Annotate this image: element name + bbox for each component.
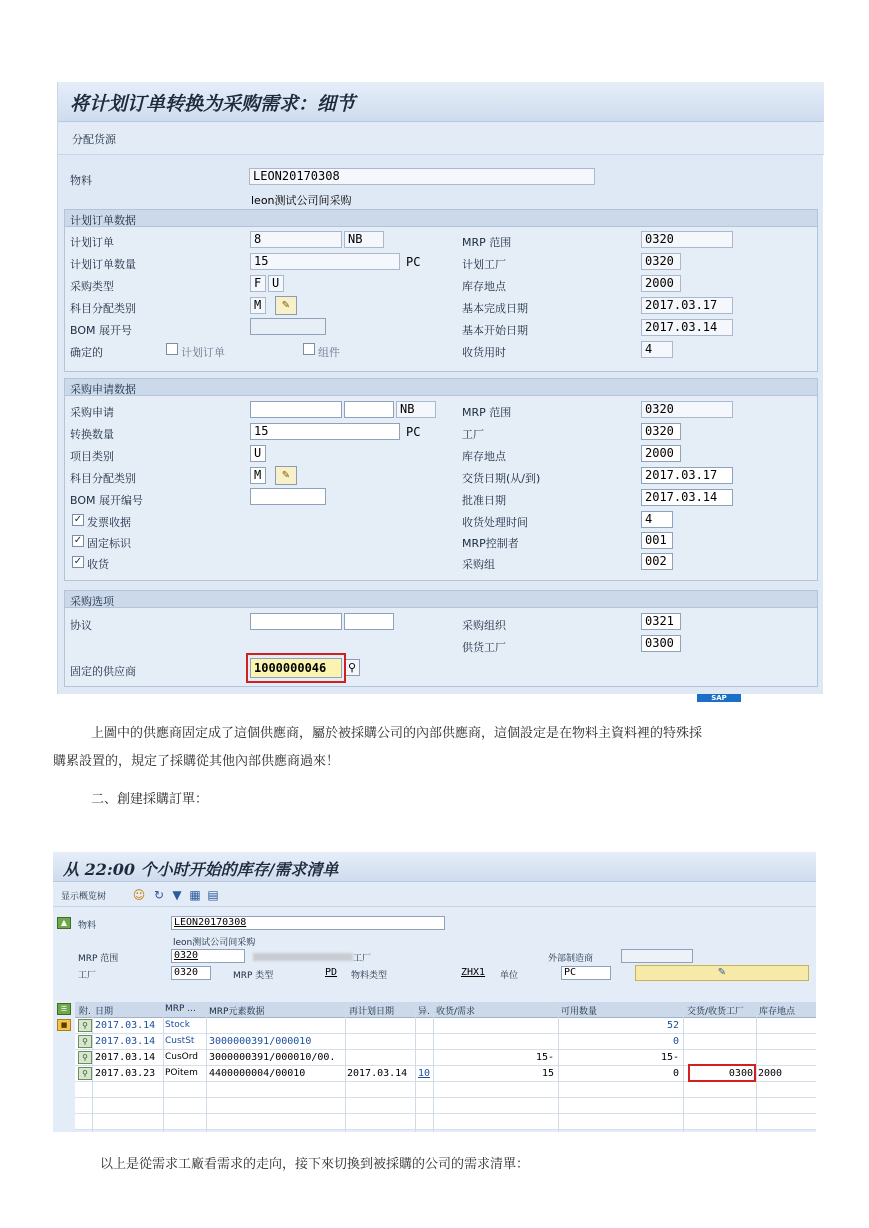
highlight-box: [688, 1064, 756, 1082]
empty-row: [75, 1082, 816, 1098]
column-header: MRP ...: [165, 1004, 196, 1014]
column-header: MRP元素数据: [209, 1007, 265, 1017]
planned-qty-unit: PC: [406, 255, 421, 269]
column-divider: [415, 1002, 416, 1132]
mrp-area-label: MRP 范围: [78, 954, 119, 964]
sap-logo: SAP: [697, 694, 741, 702]
external-manufacturer-field: [621, 949, 693, 963]
column-header: 库存地点: [759, 1007, 796, 1017]
screen-title: 将计划订单转换为采购需求：细节: [70, 93, 356, 115]
fixed-indicator-label: 固定标识: [87, 537, 131, 550]
purchasing-org-field[interactable]: 0321: [641, 613, 681, 630]
mrp-area-field: 0320: [171, 949, 245, 963]
mrp-controller-label: MRP控制者: [462, 537, 519, 550]
paragraph-1-line-2: 購累設置的，規定了採購從其他內部供應商過來！: [53, 754, 340, 769]
detail-icon[interactable]: ⚲: [78, 1019, 92, 1032]
planning-plant-field: 0320: [641, 253, 681, 270]
edit-note-icon[interactable]: ✎: [635, 965, 809, 981]
detail-icon[interactable]: ⚲: [78, 1067, 92, 1080]
cell-mrp-element: CustSt: [165, 1036, 195, 1046]
procurement-type-label: 采购类型: [70, 280, 114, 293]
cell-available-qty: 52: [666, 1020, 679, 1031]
storage-location-field[interactable]: 2000: [641, 445, 681, 462]
purchasing-group-field[interactable]: 002: [641, 553, 673, 570]
mrp-type-label: MRP 类型: [233, 971, 274, 981]
title-bar: [58, 82, 824, 122]
account-assignment-field[interactable]: M: [250, 467, 266, 484]
bom-explosion-label: BOM 展开号: [70, 324, 132, 337]
agreement-label: 协议: [70, 619, 92, 632]
grid-header-row: [75, 1002, 816, 1018]
group-title: 采购申请数据: [70, 383, 136, 396]
group-title: 计划订单数据: [70, 214, 136, 227]
cell-date: 2017.03.23: [95, 1068, 156, 1079]
planned-qty-label: 计划订单数量: [70, 258, 136, 271]
delivery-date-field[interactable]: 2017.03.17: [641, 467, 733, 484]
release-date-field[interactable]: 2017.03.14: [641, 489, 733, 506]
planned-order-label: 计划订单: [70, 236, 114, 249]
mrp-controller-field[interactable]: 001: [641, 532, 673, 549]
cell-available-qty: 0: [672, 1068, 679, 1079]
material-description: leon测试公司间采购: [173, 938, 256, 948]
basic-finish-date-field: 2017.03.17: [641, 297, 733, 314]
column-divider: [345, 1002, 346, 1132]
cell-available-qty: 15-: [660, 1052, 679, 1063]
empty-row: [75, 1114, 816, 1130]
account-assignment-label: 科目分配类别: [70, 472, 136, 485]
gr-processing-time-label: 收货用时: [462, 346, 506, 359]
firmed-label: 确定的: [70, 346, 103, 359]
agreement-field[interactable]: [250, 613, 342, 630]
cell-element-data: 3000000391/000010/00.: [209, 1052, 336, 1063]
screen-title: 从 22:00 个小时开始的库存/需求清单: [63, 860, 339, 879]
column-header: 收货/需求: [436, 1007, 476, 1017]
component-firmed-label: 组件: [318, 346, 340, 359]
mrp-type-value[interactable]: PD: [325, 967, 338, 978]
purchase-requisition-field[interactable]: [250, 401, 342, 418]
conversion-qty-field[interactable]: 15: [250, 423, 400, 440]
component-firmed-checkbox[interactable]: [303, 343, 315, 355]
cell-date: 2017.03.14: [95, 1052, 156, 1063]
unit-label: 单位: [500, 971, 519, 981]
column-divider: [92, 1002, 93, 1132]
paragraph-1-line-1: 上圖中的供應商固定成了這個供應商，屬於被採購公司的內部供應商，這個設定是在物料主資料裡的特殊採: [91, 726, 703, 741]
supplying-plant-label: 供货工厂: [462, 641, 506, 654]
column-header: 交货/收货工厂: [687, 1007, 745, 1017]
column-divider: [163, 1002, 164, 1132]
vendor-search-icon[interactable]: ⚲: [344, 659, 360, 676]
cell-storage-location: 2000: [758, 1068, 783, 1079]
bom-explosion-number-field[interactable]: [250, 488, 326, 505]
account-assignment-details-icon[interactable]: ✎: [275, 466, 297, 485]
purchasing-org-label: 采购组织: [462, 619, 506, 632]
column-divider: [433, 1002, 434, 1132]
account-assignment-field: M: [250, 297, 266, 314]
mrp-area-label: MRP 范围: [462, 236, 512, 249]
planned-order-data-group: [64, 209, 818, 372]
external-manufacturer-label: 外部制造商: [548, 954, 594, 964]
conversion-qty-unit: PC: [406, 425, 421, 439]
planned-order-firmed-label: 计划订单: [181, 346, 225, 359]
item-category-label: 项目类别: [70, 450, 114, 463]
cell-date: 2017.03.14: [95, 1020, 156, 1031]
bom-explosion-number-label: BOM 展开编号: [70, 494, 143, 507]
goods-receipt-checkbox[interactable]: ✓: [73, 556, 83, 567]
storage-location-label: 库存地点: [462, 280, 506, 293]
select-all-icon[interactable]: ☰: [57, 1003, 71, 1015]
stock-requirements-list-screen: [53, 852, 816, 1132]
column-header: 附.: [79, 1007, 91, 1017]
filter-icon[interactable]: ▼: [172, 888, 182, 902]
blurred-plant-name: [253, 953, 353, 961]
account-assignment-details-icon[interactable]: ✎: [275, 296, 297, 315]
basic-start-date-field: 2017.03.14: [641, 319, 733, 336]
column-divider: [206, 1002, 207, 1132]
cell-exception[interactable]: 10: [418, 1068, 431, 1079]
cell-receipt-requirement: 15: [541, 1068, 554, 1079]
assign-source-button[interactable]: 分配货源: [72, 133, 116, 146]
material-field: LEON20170308: [171, 916, 445, 930]
purchase-requisition-data-group: [64, 378, 818, 581]
fixed-vendor-field[interactable]: 1000000046: [250, 658, 342, 678]
group-header: [65, 591, 817, 608]
title-bar: [53, 852, 816, 882]
table-row[interactable]: [75, 1018, 816, 1034]
cell-available-qty: 0: [672, 1036, 679, 1047]
gr-processing-time-label: 收货处理时间: [462, 516, 528, 529]
cell-mrp-element: POitem: [165, 1068, 198, 1078]
mrp-area-suffix: 工厂: [353, 954, 372, 964]
material-label: 物料: [70, 174, 92, 187]
mrp-area-field: 0320: [641, 401, 733, 418]
plant-label: 工厂: [462, 428, 484, 441]
cell-mrp-element: Stock: [165, 1020, 190, 1030]
purchasing-options-group: [64, 590, 818, 687]
column-header: 日期: [95, 1007, 114, 1017]
cell-plant: 0300: [728, 1068, 753, 1079]
column-header: 异.: [418, 1007, 430, 1017]
planned-qty-field: 15: [250, 253, 400, 270]
purchase-requisition-label: 采购申请: [70, 406, 114, 419]
calendar-icon[interactable]: ▤: [207, 888, 219, 902]
group-title: 采购选项: [70, 595, 114, 608]
mrp-area-label: MRP 范围: [462, 406, 512, 419]
cell-element-data: 4400000004/00010: [209, 1068, 306, 1079]
cell-date: 2017.03.14: [95, 1036, 156, 1047]
plant-label: 工厂: [78, 971, 97, 981]
storage-location-label: 库存地点: [462, 450, 506, 463]
material-header-icon[interactable]: ▲: [57, 917, 71, 929]
planned-order-firmed-checkbox[interactable]: [166, 343, 178, 355]
detail-icon[interactable]: ⚲: [78, 1051, 92, 1064]
purchasing-group-label: 采购组: [462, 558, 495, 571]
user-icon[interactable]: ☺: [132, 888, 146, 902]
cell-receipt-requirement: 15-: [535, 1052, 554, 1063]
item-category-field[interactable]: U: [250, 445, 266, 462]
refresh-icon[interactable]: ↻: [153, 888, 165, 902]
material-label: 物料: [78, 921, 97, 931]
conversion-qty-label: 转换数量: [70, 428, 114, 441]
empty-row: [75, 1098, 816, 1114]
invoice-receipt-label: 发票收据: [87, 516, 131, 529]
gr-processing-time-field: 4: [641, 341, 673, 358]
invoice-receipt-checkbox[interactable]: ✓: [73, 514, 83, 525]
application-toolbar: [53, 883, 816, 907]
bom-explosion-field: [250, 318, 326, 335]
material-type-label: 物料类型: [351, 971, 388, 981]
cell-element-data: 3000000391/000010: [209, 1036, 312, 1047]
basic-start-date-label: 基本开始日期: [462, 324, 528, 337]
column-divider: [756, 1002, 757, 1132]
material-description: leon测试公司间采购: [251, 194, 352, 207]
column-divider: [558, 1002, 559, 1132]
group-header: [65, 379, 817, 396]
detail-icon[interactable]: ⚲: [78, 1035, 92, 1048]
group-header: [65, 210, 817, 227]
planned-order-type-field: NB: [344, 231, 384, 248]
procurement-type-f-field: F: [250, 275, 266, 292]
delivery-date-label: 交货日期(从/到): [462, 472, 541, 485]
gr-processing-time-field[interactable]: 4: [641, 511, 673, 528]
show-overview-tree-button[interactable]: 显示概览树: [61, 892, 107, 902]
release-date-label: 批准日期: [462, 494, 506, 507]
column-header: 可用数量: [561, 1007, 598, 1017]
cell-reschedule-date: 2017.03.14: [347, 1068, 408, 1079]
storage-location-field: 2000: [641, 275, 681, 292]
folder-icon[interactable]: ■: [57, 1019, 71, 1031]
basic-finish-date-label: 基本完成日期: [462, 302, 528, 315]
plant-field[interactable]: 0320: [641, 423, 681, 440]
unit-field: PC: [561, 966, 611, 980]
column-header: 再计划日期: [349, 1007, 395, 1017]
table-row[interactable]: [75, 1034, 816, 1050]
procurement-type-u-field: U: [268, 275, 284, 292]
application-toolbar: [58, 123, 824, 155]
highlight-box: [246, 653, 346, 683]
cell-mrp-element: CusOrd: [165, 1052, 199, 1062]
supplying-plant-field[interactable]: 0300: [641, 635, 681, 652]
account-assignment-label: 科目分配类别: [70, 302, 136, 315]
paragraph-2: 二、創建採購訂單：: [91, 792, 209, 807]
purchase-requisition-item-field[interactable]: [344, 401, 394, 418]
convert-planned-order-screen: [57, 82, 823, 694]
agreement-item-field[interactable]: [344, 613, 394, 630]
material-type-value[interactable]: ZHX1: [461, 967, 486, 978]
settings-icon[interactable]: ▦: [189, 888, 201, 902]
fixed-indicator-checkbox[interactable]: ✓: [73, 535, 83, 546]
goods-receipt-label: 收货: [87, 558, 109, 571]
mrp-area-field: 0320: [641, 231, 733, 248]
fixed-vendor-label: 固定的供应商: [70, 665, 136, 678]
material-field: LEON20170308: [249, 168, 595, 185]
purchase-requisition-type-field: NB: [396, 401, 436, 418]
paragraph-3: 以上是從需求工廠看需求的走向，接下來切換到被採購的公司的需求清單：: [100, 1157, 530, 1172]
planning-plant-label: 计划工厂: [462, 258, 506, 271]
planned-order-field: 8: [250, 231, 342, 248]
plant-field: 0320: [171, 966, 211, 980]
column-divider: [683, 1002, 684, 1132]
